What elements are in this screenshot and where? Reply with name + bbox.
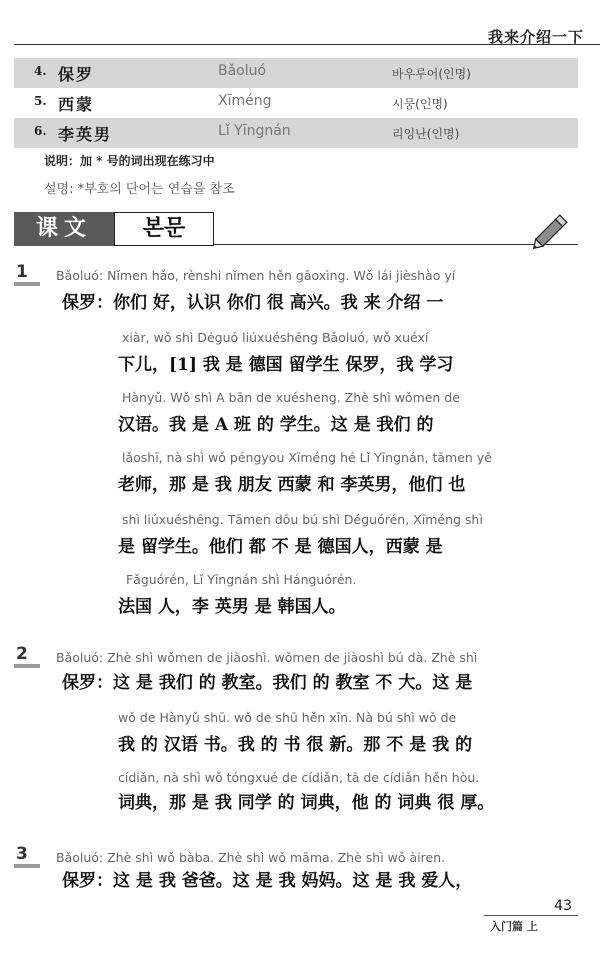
note-chinese: 说明：加 * 号的词出现在练习中 <box>44 154 215 168</box>
hanzi-line: 下儿，[1] 我 是 德国 留学生 保罗，我 学习 <box>118 355 454 375</box>
hanzi-line: 我 的 汉语 书。我 的 书 很 新。那 不 是 我 的 <box>118 735 473 755</box>
pinyin-line: Bǎoluó: Zhè shì wǒmen de jiàoshì. wǒmen de jiàoshì bú dà. Zhè shì <box>56 650 478 665</box>
hanzi-line: 词典，那 是 我 同学 的 词典，他 的 词典 很 厚。 <box>118 793 495 813</box>
pinyin-line: Hànyǔ. Wǒ shì A bān de xuésheng. Zhè shì wǒmen de <box>122 390 460 405</box>
paragraph-number: 2 <box>16 644 28 664</box>
vocab-korean: 바우루어(인명) <box>392 67 471 81</box>
vocab-pinyin: Bǎoluó <box>218 63 267 79</box>
hanzi-line: 是 留学生。他们 都 不 是 德国人，西蒙 是 <box>118 537 443 557</box>
paragraph-number: 1 <box>16 262 28 282</box>
vocab-number: 4. <box>34 64 47 78</box>
vocab-hanzi: 西蒙 <box>58 95 95 114</box>
book-label: 入门篇 上 <box>490 920 538 933</box>
section-header <box>14 212 214 246</box>
hanzi-line: 保罗：你们 好，认识 你们 很 高兴。我 来 介绍 一 <box>62 293 444 313</box>
pinyin-line: cídiǎn, nà shì wǒ tóngxué de cídiǎn, tā de cídiǎn hěn hòu. <box>118 770 480 785</box>
vocab-korean: 리잉난(인명) <box>392 127 460 141</box>
hanzi-line: 保罗：这 是 我们 的 教室。我们 的 教室 不 大。这 是 <box>62 673 473 693</box>
pinyin-line: lǎoshī, nà shì wǒ péngyou Xīméng hé Lǐ Yīngnán, tāmen yě <box>122 450 492 465</box>
vocab-row <box>14 88 578 118</box>
note-korean: 설명: *부호의 단어는 연습을 참조 <box>44 182 235 197</box>
hanzi-line: 法国 人，李 英男 是 韩国人。 <box>118 597 346 617</box>
vocab-pinyin: Xīméng <box>218 93 272 109</box>
page-number: 43 <box>554 898 572 914</box>
vocab-korean: 시뭉(인명) <box>392 97 448 111</box>
vocab-hanzi: 保罗 <box>58 65 95 84</box>
pencil-icon <box>530 208 574 252</box>
vocab-number: 5. <box>34 94 47 108</box>
hanzi-line: 汉语。我 是 A 班 的 学生。这 是 我们 的 <box>118 415 434 435</box>
vocab-row <box>14 118 578 148</box>
vocab-number: 6. <box>34 124 47 138</box>
hanzi-line: 保罗：这 是 我 爸爸。这 是 我 妈妈。这 是 我 爱人， <box>62 871 473 891</box>
pinyin-line: Bǎoluó: Zhè shì wǒ bàba. Zhè shì wǒ māma. Zhè shì wǒ àiren. <box>56 850 446 865</box>
vocab-row <box>14 58 578 88</box>
section-label-korean: 본문 <box>114 212 214 246</box>
pinyin-line: xiàr, wǒ shì Déguó liúxuéshēng Bǎoluó, wǒ xuéxí <box>122 330 429 345</box>
section-label-chinese: 课文 <box>14 212 114 246</box>
section-rule <box>214 244 578 245</box>
footer-rule <box>484 915 578 916</box>
pinyin-line: wǒ de Hànyǔ shū. wǒ de shū hěn xīn. Nà bú shì wǒ de <box>118 710 457 725</box>
vocab-hanzi: 李英男 <box>58 125 113 144</box>
pinyin-line: Fǎguórén, Lǐ Yīngnán shì Hánguórén. <box>126 572 357 587</box>
paragraph-number: 3 <box>16 844 28 864</box>
vocab-pinyin: Lǐ Yīngnán <box>218 123 291 139</box>
pinyin-line: shì liúxuéshēng. Tāmen dōu bú shì Déguórén, Xīméng shì <box>122 512 483 527</box>
pinyin-line: Bǎoluó: Nǐmen hǎo, rènshi nǐmen hěn gāoxìng. Wǒ lái jièshào yí <box>56 268 456 283</box>
hanzi-line: 老师，那 是 我 朋友 西蒙 和 李英男，他们 也 <box>118 475 466 495</box>
chapter-title: 我来介绍一下 <box>487 28 584 46</box>
vocab-table <box>14 58 578 148</box>
